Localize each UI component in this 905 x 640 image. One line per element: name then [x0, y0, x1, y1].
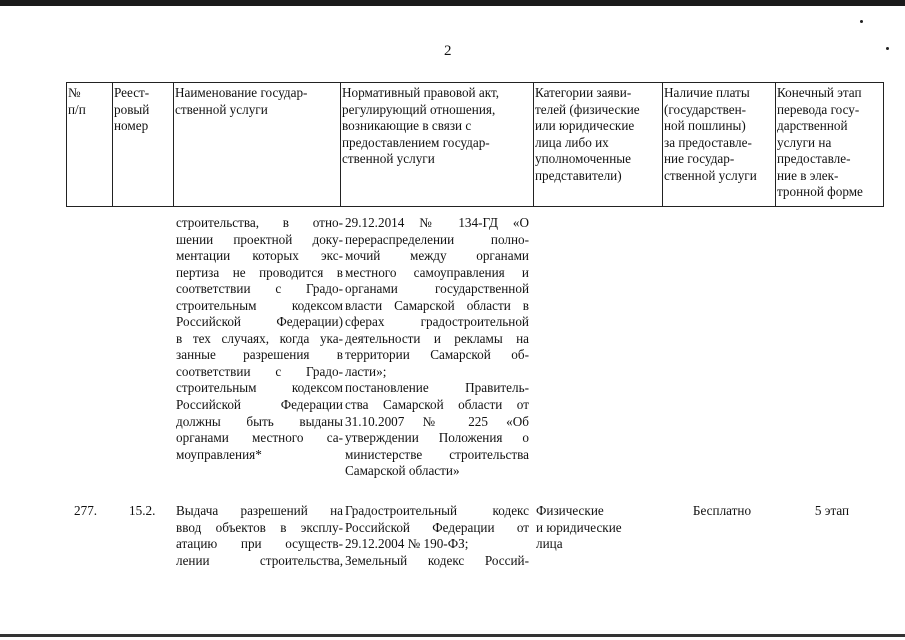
text-line: предоставле-	[777, 151, 851, 166]
text-line: тронной форме	[777, 184, 863, 199]
text-line: моуправления*	[176, 446, 262, 462]
text-line: ственной услуги	[175, 101, 268, 117]
continued-legal-act	[345, 215, 529, 480]
text-line: власти Самарской области в	[345, 297, 529, 313]
text-line: соответствии с Градо-	[176, 281, 343, 297]
text-line: (государствен-	[664, 101, 747, 117]
text-line: 31.10.2007 № 225 «Об	[345, 413, 529, 429]
text-line: Российской Федерации	[176, 397, 343, 413]
text-line: п/п	[68, 101, 86, 117]
text-line: шении проектной доку-	[176, 231, 343, 247]
text-line: органами государственной	[345, 281, 529, 297]
text-line: Российской Федерации от	[345, 519, 529, 535]
text-line: услуги на	[777, 134, 832, 150]
row-277-number: 277.	[74, 503, 98, 518]
text-line: представители)	[535, 167, 622, 183]
row-277-applicants	[536, 503, 664, 553]
text-line: номер	[114, 118, 149, 133]
scan-speck	[860, 20, 863, 23]
page-number: 2	[444, 43, 452, 59]
text-line: возникающие в связи с	[342, 118, 472, 133]
text-line: соответствии с Градо-	[176, 363, 343, 379]
scan-top-border	[0, 0, 905, 6]
text-line: или юридические	[535, 118, 635, 133]
text-line: мочий между органами	[345, 248, 529, 264]
text-line: строительства, в отно-	[176, 215, 343, 230]
text-line: лица	[536, 536, 563, 552]
text-line: утверждении Положения о	[345, 430, 529, 446]
text-line: Нормативный правовой акт,	[342, 85, 500, 100]
row-277-registry-number: 15.2.	[129, 503, 156, 518]
row-277-final-stage: 5 этап	[814, 503, 850, 518]
text-line: ства Самарской области от	[345, 397, 529, 413]
text-line: перераспределении полно-	[345, 231, 529, 247]
text-line: Самарской области»	[345, 463, 460, 479]
header-applicant-categories	[534, 83, 663, 207]
scan-bottom-border	[0, 634, 905, 637]
text-line: занные разрешения в	[176, 347, 343, 363]
text-line: 29.12.2014 № 134-ГД «О	[345, 215, 529, 230]
text-line: ние государ-	[664, 151, 735, 166]
text-line: и юридические	[536, 519, 622, 535]
text-line: в тех случаях, когда ука-	[176, 330, 343, 346]
text-line: лица либо их	[535, 134, 609, 150]
text-line: министерстве строительства	[345, 446, 529, 462]
text-line: лении строительства,	[176, 552, 343, 568]
text-line: ласти»;	[345, 363, 387, 379]
text-line: территории Самарской об-	[345, 347, 529, 363]
text-line: постановление Правитель-	[345, 380, 529, 396]
text-line: сферах градостроительной	[345, 314, 529, 330]
text-line: строительным кодексом	[176, 380, 343, 396]
text-line: деятельности и рекламы на	[345, 330, 529, 346]
text-line: ной пошлины)	[664, 118, 746, 133]
text-line: Реест-	[114, 85, 150, 100]
header-registry-number	[113, 83, 174, 207]
text-line: ние в элек-	[777, 167, 839, 183]
text-line: пертиза не проводится в	[176, 264, 343, 280]
text-line: ственной услуги	[664, 167, 757, 183]
row-277-legal-act	[345, 503, 529, 569]
header-fee	[663, 83, 776, 207]
text-line: 29.12.2004 № 190-ФЗ;	[345, 536, 469, 552]
text-line: Наименование государ-	[175, 85, 308, 100]
header-legal-act	[341, 83, 534, 207]
table-header	[66, 82, 884, 207]
text-line: должны быть выданы	[176, 413, 343, 429]
text-line: Земельный кодекс Россий-	[345, 552, 529, 568]
text-line: Градостроительный кодекс	[345, 503, 529, 518]
row-277-fee: Бесплатно	[692, 503, 752, 518]
header-number	[67, 83, 113, 207]
text-line: Конечный этап	[777, 85, 862, 100]
header-service-name	[174, 83, 341, 207]
text-line: дарственной	[777, 118, 848, 133]
text-line: телей (физические	[535, 101, 640, 117]
text-line: ментации которых экс-	[176, 248, 343, 264]
text-line: местного самоуправления и	[345, 264, 529, 280]
text-line: уполномоченные	[535, 151, 631, 166]
text-line: перевода госу-	[777, 101, 860, 117]
text-line: Наличие платы	[664, 85, 750, 100]
continued-service-name	[176, 215, 343, 463]
text-line: атацию при осуществ-	[176, 536, 343, 552]
text-line: регулирующий отношения,	[342, 101, 496, 117]
text-line: строительным кодексом	[176, 297, 343, 313]
text-line: ственной услуги	[342, 151, 435, 166]
text-line: Физические	[536, 503, 604, 518]
text-line: Российской Федерации)	[176, 314, 343, 330]
header-final-stage	[776, 83, 884, 207]
text-line: органами местного са-	[176, 430, 343, 446]
row-277-service-name	[176, 503, 343, 569]
text-line: Категории заяви-	[535, 85, 632, 100]
text-line: предоставлением государ-	[342, 134, 490, 150]
text-line: ввод объектов в эксплу-	[176, 519, 343, 535]
text-line: за предоставле-	[664, 134, 752, 150]
text-line: ровый	[114, 101, 150, 117]
text-line: №	[68, 85, 81, 100]
text-line: Выдача разрешений на	[176, 503, 343, 518]
scan-speck	[886, 47, 889, 50]
